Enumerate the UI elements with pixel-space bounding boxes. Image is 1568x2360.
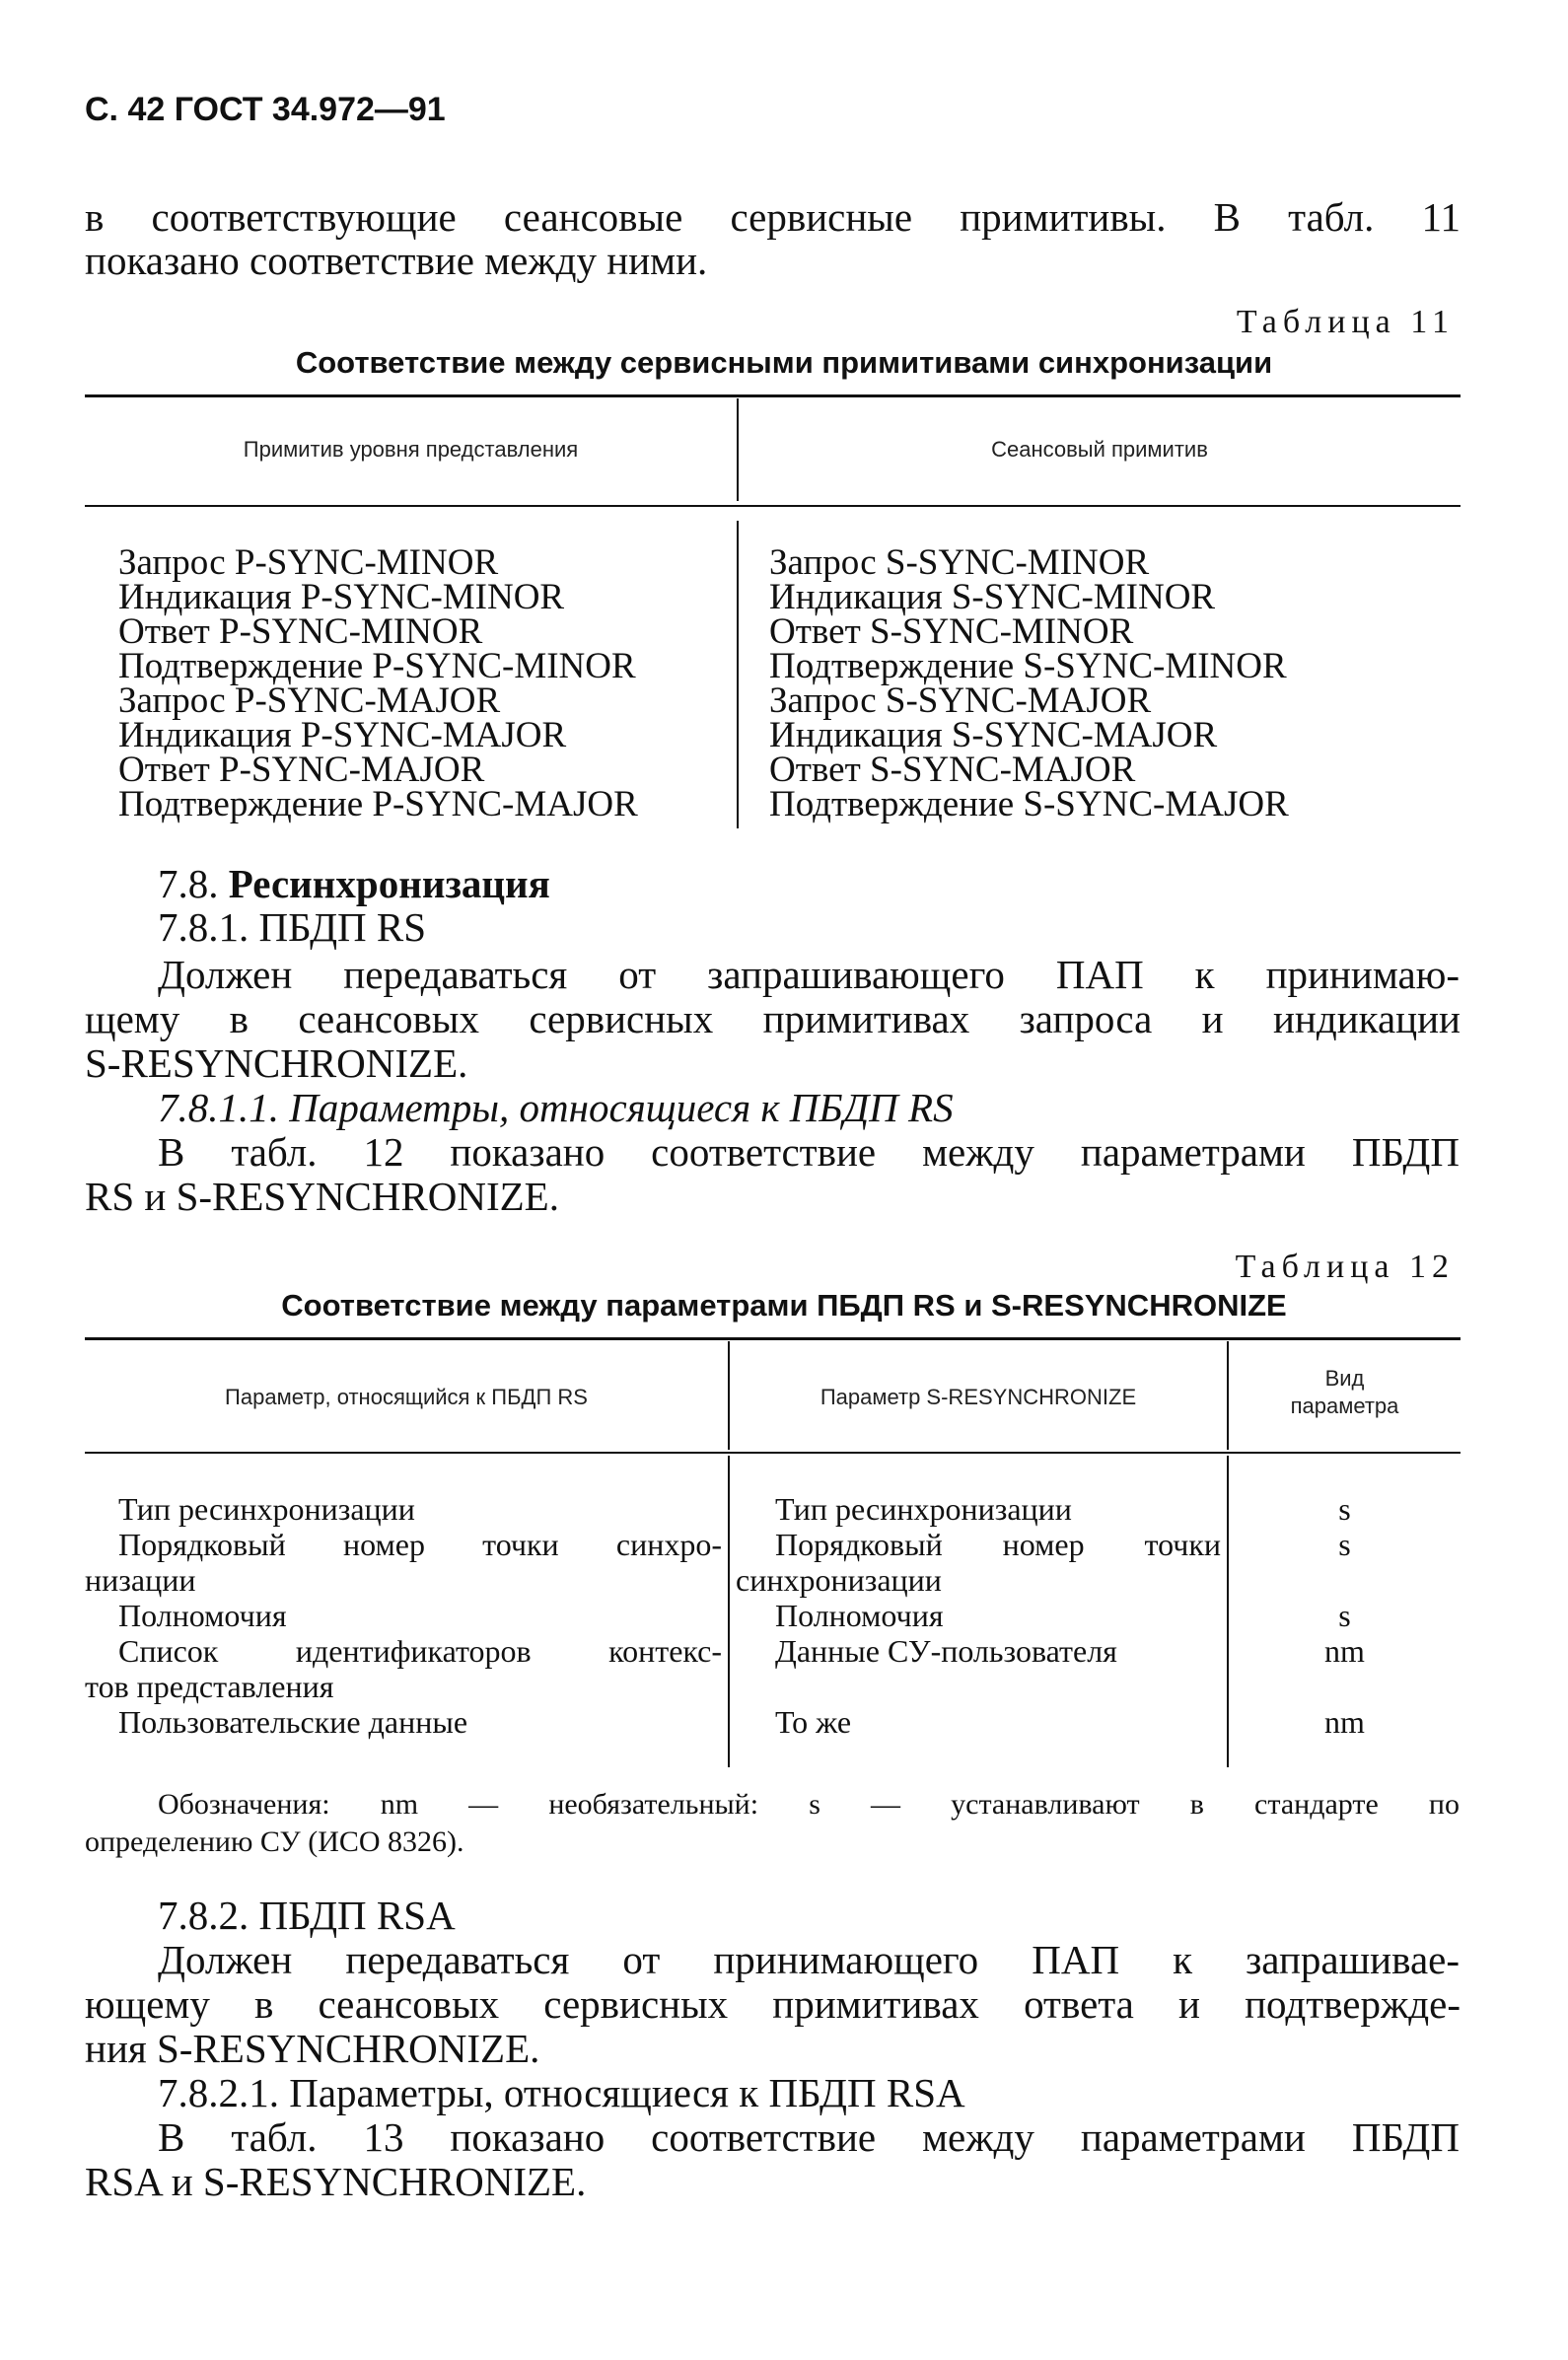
- table-12-cell-kind: s: [1338, 1598, 1351, 1633]
- table-11-col2: [769, 542, 1289, 824]
- table-11-cell-session: Индикация S-SYNC-MAJOR: [769, 715, 1218, 755]
- table-11-title: Соответствие между сервисными примитивами синхронизации: [295, 345, 1273, 380]
- table-11-cell-session: Индикация S-SYNC-MINOR: [769, 577, 1216, 617]
- table-11-cell-primitive: Подтверждение P-SYNC-MAJOR: [118, 784, 638, 824]
- table-12-cell-rs-param: Пользовательские данные: [118, 1704, 468, 1740]
- table-12-cell-session-param: То же: [775, 1704, 852, 1740]
- table-12-title: Соответствие между параметрами ПБДП RS и S-RESYNCHRONIZE: [281, 1288, 1287, 1323]
- table-11-cell-session: Подтверждение S-SYNC-MINOR: [769, 646, 1287, 686]
- table-11-cell-primitive: Запрос P-SYNC-MINOR: [118, 542, 499, 583]
- table-12-cell-rs-param: Полномочия: [118, 1598, 287, 1633]
- section-7-8-2-para-line-2: ющему в сеансовых сервисных примитивах ответа и подтвержде-: [85, 1981, 1461, 2027]
- table-11-cell-primitive: Ответ P-SYNC-MINOR: [118, 611, 483, 652]
- table-11-label: Таблица 11: [1236, 304, 1455, 340]
- section-7-8-1-para-line-1: Должен передаваться от запрашивающего ПАП к принимаю-: [158, 952, 1460, 997]
- table-12-cell-rs-param: Список идентификаторов контекс-: [118, 1633, 722, 1669]
- table-11-top-rule: [85, 394, 1461, 397]
- section-7-8-2-para-line-3: ния S-RESYNCHRONIZE.: [85, 2026, 540, 2071]
- table-12-col3-header-line-2: параметра: [1290, 1394, 1399, 1418]
- section-7-8-2-1-para-line-1: В табл. 13 показано соответствие между параметрами ПБДП: [158, 2114, 1460, 2160]
- table-11-cell-session: Ответ S-SYNC-MAJOR: [769, 750, 1136, 790]
- table-12-body-divider-2: [1227, 1456, 1229, 1767]
- table-12-cell-rs-param: тов представления: [85, 1669, 334, 1704]
- intro-line-1: в соответствующие сеансовые сервисные примитивы. В табл. 11: [85, 194, 1461, 240]
- section-7-8-1-1-para-line-1: В табл. 12 показано соответствие между параметрами ПБДП: [158, 1129, 1460, 1175]
- section-7-8-2-para-line-1: Должен передаваться от принимающего ПАП к запрашивае-: [158, 1937, 1460, 1982]
- table-11-cell-session: Запрос S-SYNC-MAJOR: [769, 680, 1152, 721]
- table-11-cell-primitive: Индикация P-SYNC-MAJOR: [118, 715, 567, 755]
- intro-line-2: показано соответствие между ними.: [85, 238, 708, 283]
- section-7-8-2-heading: 7.8.2. ПБДП RSA: [158, 1893, 456, 1938]
- table-12-label: Таблица 12: [1235, 1249, 1455, 1285]
- section-7-8-1-1-para-line-2: RS и S-RESYNCHRONIZE.: [85, 1174, 559, 1219]
- table-12-cell-kind: s: [1338, 1491, 1351, 1527]
- table-11-col1-header: Примитив уровня представления: [243, 437, 579, 462]
- table-12-header-rule: [85, 1452, 1461, 1454]
- table-12-cell-session-param: Порядковый номер точки: [775, 1527, 1221, 1562]
- table-12-col3-header: [1229, 1365, 1461, 1420]
- table-11-body-divider: [737, 521, 739, 828]
- table-12-cell-session-param: Тип ресинхронизации: [775, 1491, 1072, 1527]
- section-7-8-heading: [158, 860, 550, 907]
- table-11-cell-primitive: Подтверждение P-SYNC-MINOR: [118, 646, 636, 686]
- table-12-cell-rs-param: Порядковый номер точки синхро-: [118, 1527, 722, 1562]
- table-12-col3-header-line-1: Вид: [1324, 1366, 1365, 1391]
- table-12-note-line-2: определению СУ (ИСО 8326).: [85, 1825, 464, 1858]
- table-11-col1: [118, 542, 638, 824]
- table-11-cell-primitive: Индикация P-SYNC-MINOR: [118, 577, 565, 617]
- section-7-8-1-1-heading: 7.8.1.1. Параметры, относящиеся к ПБДП RS: [158, 1085, 954, 1130]
- table-12-col1-header: Параметр, относящийся к ПБДП RS: [225, 1385, 588, 1409]
- table-12-cell-kind: nm: [1324, 1704, 1365, 1740]
- table-12-cell-kind: s: [1338, 1527, 1351, 1562]
- table-11-cell-primitive: Запрос P-SYNC-MAJOR: [118, 680, 501, 721]
- section-7-8-title: Ресинхронизация: [228, 861, 550, 906]
- table-11-header-rule: [85, 505, 1461, 507]
- section-7-8-1-heading: 7.8.1. ПБДП RS: [158, 904, 427, 950]
- table-11-col2-header: Сеансовый примитив: [991, 437, 1208, 462]
- table-11-cell-primitive: Ответ P-SYNC-MAJOR: [118, 750, 485, 790]
- table-11-cell-session: Запрос S-SYNC-MINOR: [769, 542, 1150, 583]
- table-12-top-rule: [85, 1337, 1461, 1340]
- section-7-8-1-para-line-2: щему в сеансовых сервисных примитивах запроса и индикации: [85, 996, 1461, 1041]
- section-7-8-2-1-heading: 7.8.2.1. Параметры, относящиеся к ПБДП RSA: [158, 2070, 965, 2115]
- table-11-cell-session: Подтверждение S-SYNC-MAJOR: [769, 784, 1289, 824]
- table-12-cell-session-param: Полномочия: [775, 1598, 944, 1633]
- page-header: С. 42 ГОСТ 34.972—91: [85, 91, 446, 128]
- section-7-8-1-para-line-3: S-RESYNCHRONIZE.: [85, 1040, 468, 1086]
- table-12-body-divider-1: [728, 1456, 730, 1767]
- section-7-8-2-1-para-line-2: RSA и S-RESYNCHRONIZE.: [85, 2159, 587, 2204]
- table-12-cell-session-param: синхронизации: [736, 1562, 942, 1598]
- table-12-cell-rs-param: Тип ресинхронизации: [118, 1491, 415, 1527]
- table-11-cell-session: Ответ S-SYNC-MINOR: [769, 611, 1134, 652]
- table-12-cell-session-param: Данные СУ-пользователя: [775, 1633, 1117, 1669]
- table-12-col2-header: Параметр S-RESYNCHRONIZE: [820, 1385, 1137, 1409]
- table-12-cell-kind: nm: [1324, 1633, 1365, 1669]
- table-12-note-line-1: Обозначения: nm — необязательный: s — устанавливают в стандарте по: [158, 1788, 1460, 1821]
- table-12-cell-rs-param: низации: [85, 1562, 196, 1598]
- section-7-8-number: 7.8.: [158, 861, 219, 906]
